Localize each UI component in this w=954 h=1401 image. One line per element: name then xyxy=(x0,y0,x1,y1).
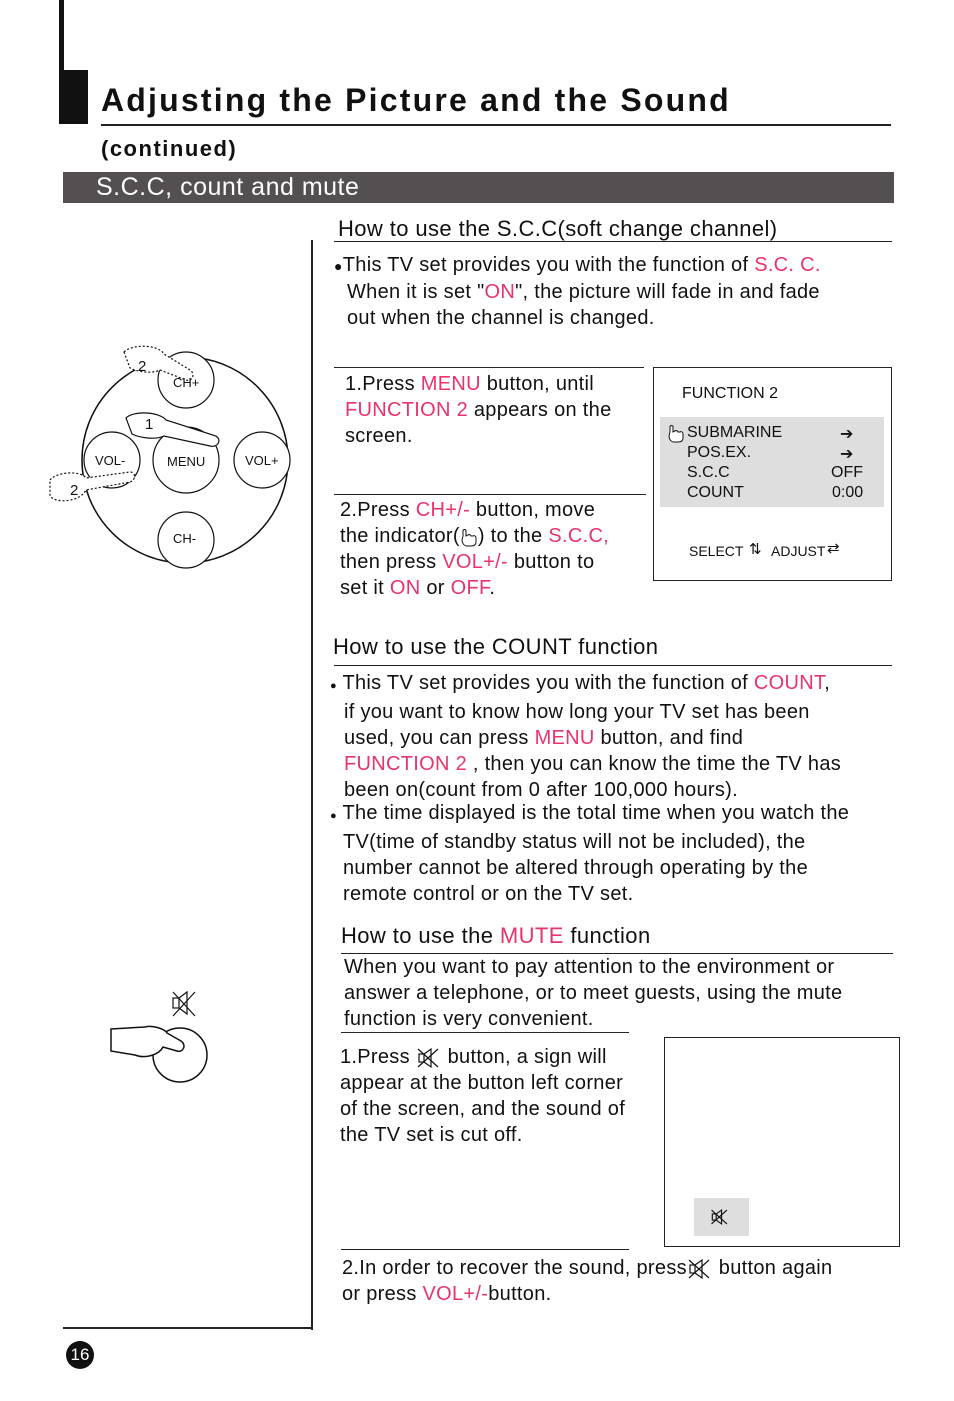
column-divider xyxy=(311,240,313,1330)
mute-step2-vol: VOL+/- xyxy=(422,1283,489,1305)
scc-step2-vol: VOL+/- xyxy=(442,551,508,573)
finger-number-left: 2 xyxy=(70,482,79,499)
count-p1-highlight: COUNT xyxy=(753,672,825,694)
count-heading: How to use the COUNT function xyxy=(333,634,659,659)
scc-step2-ch: CH+/- xyxy=(415,499,471,521)
scc-step2-or: or xyxy=(420,577,451,599)
osd-footer-select: SELECT xyxy=(689,543,744,559)
scc-step2-a: 2.Press xyxy=(340,499,416,521)
mute-step1-a: 1.Press xyxy=(340,1046,416,1068)
count-p2-d: remote control or on the TV set. xyxy=(343,883,634,905)
scc-step2-scc: S.C.C, xyxy=(548,525,610,547)
scc-heading: How to use the S.C.C(soft change channel) xyxy=(338,216,778,241)
scc-step2-off: OFF xyxy=(450,577,490,599)
scc-step2-g: set it xyxy=(340,577,390,599)
bullet: ● xyxy=(330,810,337,822)
left-right-arrows-icon: ⇄ xyxy=(827,540,840,557)
column-footer-rule xyxy=(63,1327,313,1329)
vol-minus-button: VOL- xyxy=(95,453,126,468)
mute-step1-c: appear at the button left corner xyxy=(340,1072,624,1094)
mute-intro-a: When you want to pay attention to the environment or xyxy=(344,956,835,978)
count-p1-f: , then you can know the time the TV has xyxy=(467,753,842,775)
osd-value-scc: OFF xyxy=(831,464,863,481)
bullet: ● xyxy=(334,258,343,274)
mute-step2-c: or press xyxy=(342,1283,423,1305)
title-underline xyxy=(101,124,891,126)
page-title: Adjusting the Picture and the Sound xyxy=(101,82,731,118)
osd-item-posex: POS.EX. xyxy=(687,444,752,461)
osd-value-posex: ➔ xyxy=(840,446,854,463)
step2-top-rule xyxy=(334,494,646,495)
page-subtitle: (continued) xyxy=(101,136,238,161)
mute-tv-screen xyxy=(664,1037,900,1247)
count-p1-menu: MENU xyxy=(534,727,595,749)
osd-title: FUNCTION 2 xyxy=(682,385,778,402)
page-number: 16 xyxy=(70,1345,90,1364)
mute-intro-rule xyxy=(341,1032,629,1033)
count-p1-a: This TV set provides you with the function of xyxy=(342,672,754,694)
osd-item-count: COUNT xyxy=(687,484,744,501)
mute-hand-svg xyxy=(105,985,215,1085)
mute-step1 xyxy=(340,1044,660,1148)
mute-step2-d: button. xyxy=(488,1283,552,1305)
section-bar xyxy=(63,172,894,203)
ch-plus-button: CH+ xyxy=(173,375,200,390)
header-vertical-line xyxy=(59,0,64,72)
scc-step2 xyxy=(340,497,652,601)
page-number-badge xyxy=(66,1341,94,1369)
count-description xyxy=(330,670,920,907)
count-p1-function: FUNCTION 2 xyxy=(344,753,467,775)
mute-icon xyxy=(687,1258,713,1280)
scc-step1-c: appears on the xyxy=(468,399,612,421)
osd-footer-adjust: ADJUST xyxy=(771,543,826,559)
scc-step1-a: 1.Press xyxy=(345,373,421,395)
scc-desc-line3: out when the channel is changed. xyxy=(347,307,655,329)
mute-sign-box xyxy=(694,1198,749,1236)
mute-step2-a: 2.In order to recover the sound, press xyxy=(342,1257,687,1279)
header-black-block xyxy=(59,70,88,124)
osd-item-submarine: SUBMARINE xyxy=(687,424,783,441)
scc-desc-line2: When it is set " xyxy=(347,281,485,303)
finger-number-middle: 1 xyxy=(145,416,154,433)
count-heading-rule xyxy=(334,665,892,666)
scc-step1 xyxy=(345,371,645,449)
scc-step2-c: the indicator( xyxy=(340,525,460,547)
bullet: ● xyxy=(330,680,337,692)
hand-pointer-icon xyxy=(460,527,478,547)
finger-number-top: 2 xyxy=(138,358,147,375)
ch-minus-button: CH- xyxy=(173,531,197,546)
remote-control-illustration xyxy=(40,340,300,580)
scc-heading-rule xyxy=(334,241,892,242)
count-p2-c: number cannot be altered through operating by the xyxy=(343,857,809,879)
count-p1-d: used, you can press xyxy=(344,727,535,749)
mute-button-illustration xyxy=(105,985,215,1085)
osd-value-count: 0:00 xyxy=(832,484,864,501)
count-p1-e: button, and find xyxy=(594,727,744,749)
mute-intro xyxy=(344,954,924,1032)
mute-heading-highlight: MUTE xyxy=(499,923,564,948)
scc-step1-menu: MENU xyxy=(420,373,481,395)
mute-step2-rule xyxy=(341,1249,629,1250)
scc-step1-function: FUNCTION 2 xyxy=(345,399,468,421)
up-down-arrows-icon: ⇅ xyxy=(749,541,762,558)
count-p1-g: been on(count from 0 after 100,000 hours). xyxy=(344,779,738,801)
mute-sign-icon xyxy=(710,1208,730,1226)
osd-value-submarine: ➔ xyxy=(840,426,854,443)
mute-step2-b: button again xyxy=(712,1257,833,1279)
scc-desc-highlight: S.C. C. xyxy=(754,254,821,276)
section-bar-title: S.C.C, count and mute xyxy=(96,173,360,201)
menu-button: MENU xyxy=(167,454,206,469)
vol-plus-button: VOL+ xyxy=(245,453,279,468)
scc-step2-b: button, move xyxy=(470,499,596,521)
mute-icon xyxy=(416,1047,442,1069)
count-p1-b: , xyxy=(824,672,831,694)
mute-heading-b: function xyxy=(563,923,651,948)
mute-step1-b: button, a sign will xyxy=(441,1046,607,1068)
osd-item-scc: S.C.C xyxy=(687,464,730,481)
osd-function2-screen xyxy=(653,367,892,581)
count-p2-a: The time displayed is the total time when you watch the xyxy=(342,802,850,824)
scc-step2-f: button to xyxy=(507,551,595,573)
scc-step2-e: then press xyxy=(340,551,443,573)
scc-step2-dot: . xyxy=(489,577,496,599)
scc-desc-line1: This TV set provides you with the function of xyxy=(342,254,755,276)
mute-step1-d: of the screen, and the sound of xyxy=(340,1098,626,1120)
step1-top-rule xyxy=(334,367,644,368)
scc-step2-d: ) to the xyxy=(477,525,549,547)
scc-desc-line2b: ", the picture will fade in and fade xyxy=(515,281,820,303)
mute-intro-c: function is very convenient. xyxy=(344,1008,594,1030)
mute-heading xyxy=(341,923,651,949)
scc-desc-on: ON xyxy=(484,281,516,303)
mute-step1-e: the TV set is cut off. xyxy=(340,1124,523,1146)
count-p2-b: TV(time of standby status will not be included), the xyxy=(343,831,806,853)
mute-intro-b: answer a telephone, or to meet guests, using the mute xyxy=(344,982,843,1004)
scc-description xyxy=(334,252,914,331)
mute-step2 xyxy=(342,1255,922,1307)
scc-step2-on: ON xyxy=(389,577,421,599)
count-p1-c: if you want to know how long your TV set has been xyxy=(344,701,810,723)
scc-step1-d: screen. xyxy=(345,425,413,447)
osd-hand-pointer-icon xyxy=(667,423,685,443)
mute-heading-a: How to use the xyxy=(341,923,500,948)
scc-step1-b: button, until xyxy=(480,373,595,395)
